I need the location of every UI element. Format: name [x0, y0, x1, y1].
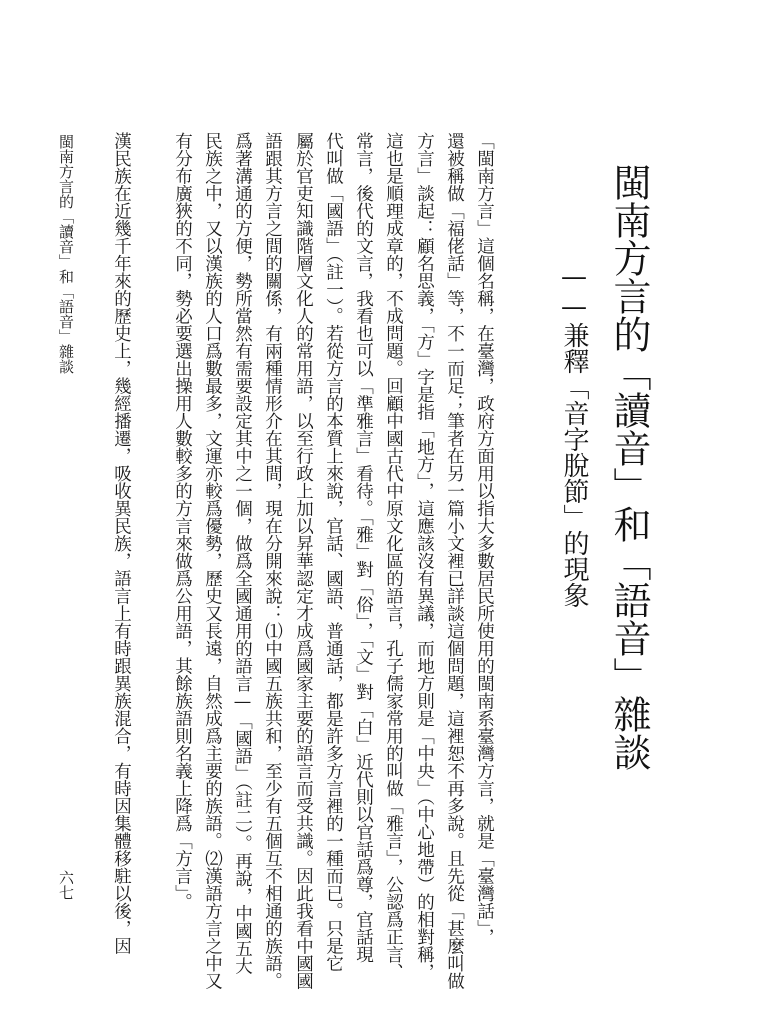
article-subtitle: ——兼釋「音字脫節」的現象 — [559, 262, 589, 608]
body-column: 常言，後代的文言，我看也可以「準雅言」看待。「雅」對「俗」，「文」對「白」近代則以官話爲尊，官話現 — [353, 132, 374, 964]
body-column: 「閩南方言」這個名稱，在臺灣，政府方面用以指大多數居民所使用的閩南系臺灣方言，就是「臺灣話」， — [474, 132, 495, 946]
body-column: 語跟其方言之間的關係，有兩種情形介在其間，現在分開來說：⑴中國五族共和，至少有五個互不相通的族語。 — [262, 132, 283, 990]
body-column: 漢民族在近幾千年來的歷史上，幾經播遷，吸收異民族，語言上有時跟異族混合，有時因集體移駐以後，因 — [111, 132, 132, 955]
body-column: 屬於官吏知識階層文化人的常用語，以至行政上加以昇華認定才成爲國家主要的語言而受共識。因此我看中國國 — [293, 132, 314, 990]
body-column: 還被稱做「福佬話」等，不一而足；筆者在另一篇小文裡已詳談這個問題，這裡恕不再多說。且先從「甚麼叫做 — [444, 132, 465, 990]
body-column: 民族之中，又以漢族的人口爲數最多，文運亦較爲優勢，歷史又長遠，自然成爲主要的族語。⑵漢語方言之中又 — [202, 132, 223, 990]
article-title: 閩南方言的「讀音」和「語音」雜談 — [607, 163, 651, 771]
body-column: 爲著溝通的方便，勢所當然有需要設定其中之一個，做爲全國通用的語言—「國語」（註二）。再說，中國五大 — [232, 132, 253, 975]
body-column: 有分布廣狹的不同，勢必要選出操用人數較多的方言來做爲公用語，其餘族語則名義上降爲「方言」。 — [172, 132, 193, 911]
running-header: 閩南方言的「讀音」和「語音」雜談 — [57, 134, 75, 374]
body-column: 代叫做「國語」（註一）。若從方言的本質上來說，官話、國語、普通話，都是許多方言裡的一種而已。只是它 — [323, 132, 344, 972]
body-column: 方言」談起：顧名思義，「方」字是指「地方」，這應該沒有異議，而地方則是「中央」（中心地帶）的相對稱， — [414, 132, 435, 981]
page-number: 六七 — [57, 870, 75, 900]
body-column: 這也是順理成章的，不成問題。回顧中國古代中原文化區的語言，孔子儒家常用的叫做「雅言」，公認爲正言、 — [383, 132, 404, 981]
